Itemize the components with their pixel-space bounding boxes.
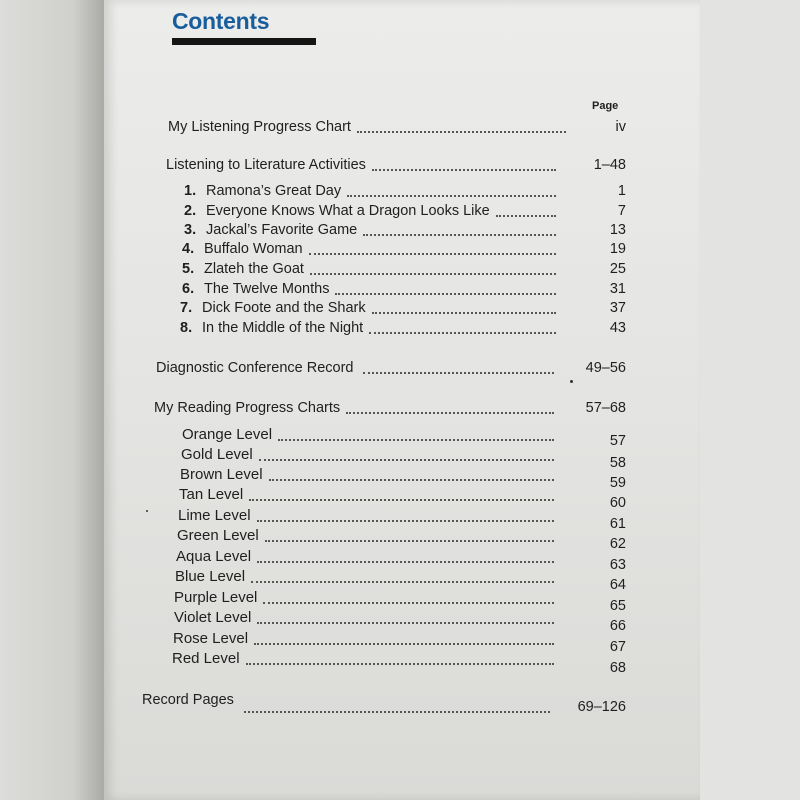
level-page: 66 [609,618,626,634]
dot-leader [257,520,554,522]
level-name: Green Level [177,527,259,544]
print-speck [570,380,573,383]
activity-entry [182,278,626,298]
level-name: Tan Level [179,486,244,503]
level-name: Lime Level [178,507,251,524]
dot-leader [244,711,550,713]
dot-leader [251,581,554,583]
toc-entry-label: My Listening Progress Chart [168,119,351,135]
dot-leader [246,663,554,665]
level-entry [180,464,626,491]
level-page: 63 [609,557,626,573]
toc-entry-record-pages [142,689,626,715]
level-entry [174,587,626,614]
activity-number: 6. [182,281,195,297]
toc-entry-page: 1–48 [593,157,626,173]
level-name: Rose Level [173,630,249,647]
level-entry [176,546,626,573]
dot-leader [372,169,556,171]
level-entry [181,444,626,471]
dot-leader [335,293,556,295]
dot-leader [257,561,554,563]
toc-entry-page: 49–56 [585,360,626,376]
level-name: Orange Level [182,426,273,443]
level-name: Purple Level [174,589,258,606]
activity-entry [182,238,626,258]
level-entry [177,525,626,552]
page-column-header: Page [592,100,619,112]
level-name: Gold Level [181,446,253,463]
toc-entry-page: iv [615,119,626,135]
activity-page: 37 [609,300,626,316]
activity-number: 5. [182,261,195,277]
level-page: 60 [609,495,626,511]
print-speck [146,510,148,512]
activity-title: The Twelve Months [204,281,330,297]
activity-title: Everyone Knows What a Dragon Looks Like [206,203,490,219]
activity-entry [184,200,626,220]
activity-number: 7. [180,300,193,316]
level-entry [173,628,626,655]
dot-leader [263,602,554,604]
activity-number: 8. [180,320,193,336]
level-name: Violet Level [174,609,252,626]
level-page: 58 [609,455,626,471]
level-page: 65 [609,598,626,614]
activity-entry [184,180,626,200]
toc-entry-label: Record Pages [142,692,234,708]
activity-page: 31 [609,281,626,297]
dot-leader [357,131,566,133]
toc-entry-listening-chart [168,116,626,136]
activity-title: Dick Foote and the Shark [202,300,366,316]
dot-leader [309,253,556,255]
toc-entry-diagnostic-record [156,357,626,377]
level-page: 64 [609,577,626,593]
level-entry [175,566,626,593]
activity-page: 13 [609,222,626,238]
level-page: 68 [609,660,626,676]
level-entry [172,648,626,676]
activity-entry [182,258,626,278]
level-page: 67 [609,639,626,655]
level-entry [178,505,626,532]
dot-leader [346,412,554,414]
dot-leader [363,234,556,236]
activity-entry [180,317,626,337]
toc-entry-reading-charts [154,397,626,417]
dot-leader [269,479,554,481]
level-name: Brown Level [180,466,263,483]
dot-leader [254,643,554,645]
activity-number: 4. [182,241,195,257]
level-name: Red Level [172,650,240,667]
level-name: Aqua Level [176,548,252,565]
title-underline [172,38,316,45]
level-page: 57 [609,433,626,449]
level-page: 59 [609,475,626,491]
activity-number: 3. [184,222,197,238]
toc-entry-literature-activities [166,154,626,174]
level-name: Blue Level [175,568,246,585]
activity-title: Zlateh the Goat [204,261,304,277]
level-entry [179,484,626,511]
dot-leader [257,622,554,624]
toc-entry-page: 69–126 [577,699,626,715]
dot-leader [496,215,556,217]
activity-page: 19 [609,241,626,257]
dot-leader [278,439,554,441]
dot-leader [363,372,554,374]
activity-number: 1. [184,183,197,199]
toc-entry-page: 57–68 [585,400,626,416]
dot-leader [347,195,556,197]
dot-leader [249,499,554,501]
activity-title: Buffalo Woman [204,241,303,257]
page-title: Contents [172,8,270,34]
activity-page: 1 [617,183,626,199]
activity-page: 7 [617,203,626,219]
activity-number: 2. [184,203,197,219]
activity-title: In the Middle of the Night [202,320,364,336]
level-entry [174,607,626,634]
dot-leader [310,273,556,275]
activity-page: 25 [609,261,626,277]
toc-entry-label: My Reading Progress Charts [154,400,341,416]
level-page: 61 [609,516,626,532]
dot-leader [265,540,554,542]
toc-entry-label: Diagnostic Conference Record [156,360,354,376]
level-page: 62 [609,536,626,552]
toc-entry-label: Listening to Literature Activities [166,157,366,173]
activity-title: Jackal’s Favorite Game [206,222,358,238]
activity-entry [180,297,626,317]
dot-leader [369,332,556,334]
dot-leader [259,459,554,461]
dot-leader [372,312,556,314]
activity-title: Ramona’s Great Day [206,183,342,199]
activity-entry [184,219,626,239]
background-left [0,0,104,800]
level-entry [182,424,626,449]
background-right [700,0,800,800]
activity-page: 43 [609,320,626,336]
